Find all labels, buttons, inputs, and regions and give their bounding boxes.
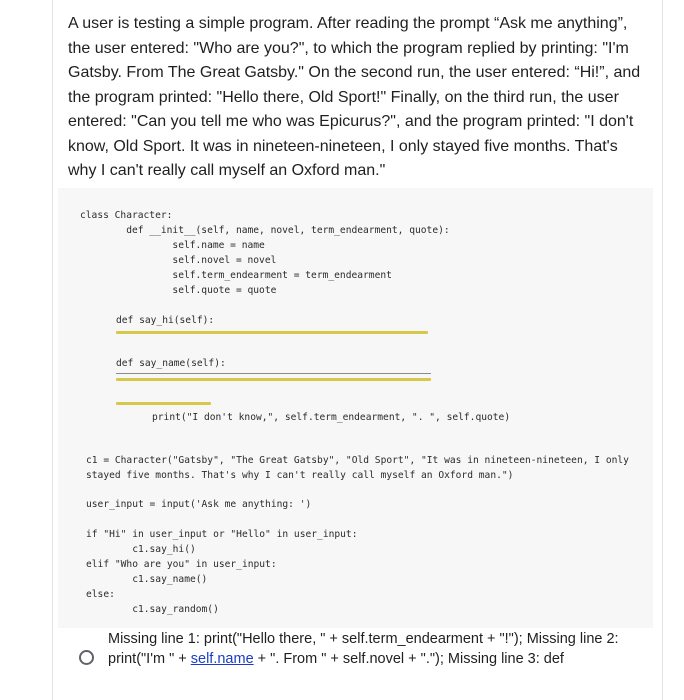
if-block: if "Hi" in user_input or "Hello" in user_input: c1.say_hi() elif "Who are you" in user_input: c1.say_name() else: c1.say_random() [86, 529, 358, 615]
say-name-def: def say_name(self): [116, 358, 226, 369]
say-hi-def: def say_hi(self): [116, 315, 215, 326]
print-line: print("I don't know,", self.term_endearment, ". ", self.quote) [152, 412, 511, 423]
answer-line-2-post: + ". From " + self.novel + "."); Missing line 3: def [253, 651, 564, 667]
answer-option-text[interactable] [108, 629, 668, 669]
class-definition: class Character: def __init__(self, name, novel, term_endearment, quote): self.name = name self.novel = novel self.term_endearment = term_endearment self.quote = quote [80, 210, 450, 296]
missing-line-3-blank [116, 402, 211, 405]
input-line: user_input = input('Ask me anything: ') [86, 499, 312, 510]
answer-radio-button[interactable] [79, 650, 94, 665]
answer-line-1: Missing line 1: print("Hello there, " + self.term_endearment + "!"); Missing line 2: [108, 631, 619, 647]
left-border [52, 0, 53, 700]
answer-line-2-pre: print("I'm " + [108, 651, 191, 667]
instance-line: c1 = Character("Gatsby", "The Great Gatsby", "Old Sport", "It was in nineteen-nineteen, I only stayed five months. That's why I can't really call myself an Oxford man.") [86, 455, 629, 481]
missing-line-2-underline [116, 373, 431, 374]
code-snippet [58, 188, 653, 628]
question-text: A user is testing a simple program. After reading the prompt “Ask me anything”, the user entered: "Who are you?", to which the program replied by printing: "I'm Gatsby. From The Great Gatsby." On the second run, the user entered: “Hi!”, and the program printed: "Hello there, Old Sport!" Finally, on the third run, the user entered: "Can you tell me who was Epicurus?", and the program printed: "I don't know, Old Sport. It was in nineteen-nineteen, I only stayed five months. That's why I can't really call myself an Oxford man." [68, 15, 641, 179]
missing-line-2-blank [116, 378, 431, 381]
right-border [662, 0, 663, 700]
missing-line-1-blank [116, 331, 428, 334]
self-name-link[interactable]: self.name [190, 651, 254, 667]
